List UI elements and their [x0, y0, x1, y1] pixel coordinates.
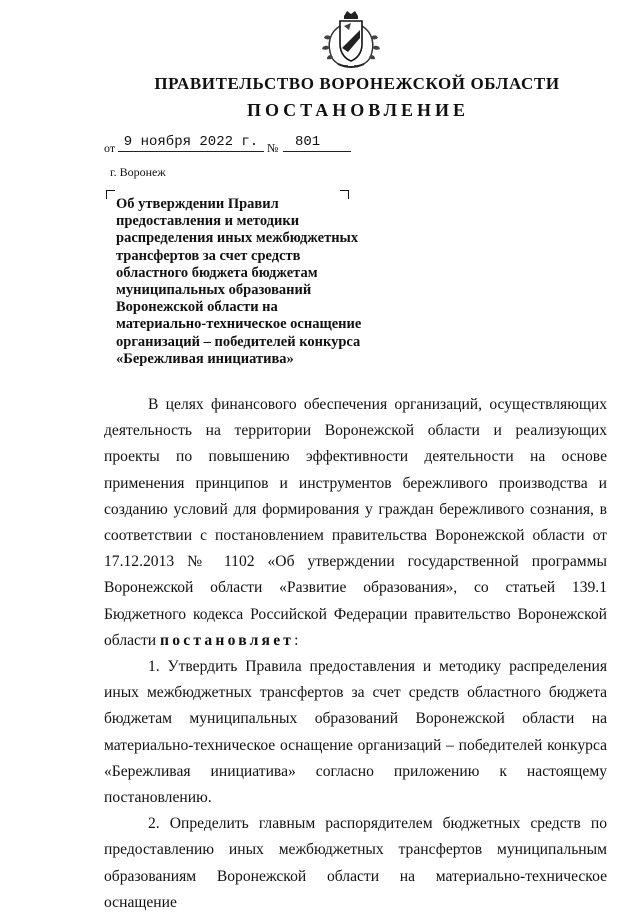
title-line: областного бюджета бюджетам [116, 264, 318, 281]
document-body [104, 392, 607, 916]
title-line: предоставления и методики [116, 213, 300, 230]
title-corner-mark-left [106, 190, 115, 199]
preamble-text: В целях финансового обеспечения организаций, осуществляющих деятельность на территории Воронежской области и реализующих проекты по повышению эффективности деятельности на основе применения принципов и инструментов бережливого производства и созданию условий для формирования у граждан бережливого сознания, в соответствии с постановлением правительства Воронежской области от 17.12.2013 № 1102 «Об утверждении государственной программы Воронежской области «Развитие образования», со статьей 139.1 Бюджетного кодекса Российской Федерации правительство Воронежской области [104, 396, 607, 649]
title-line: Воронежской области на [116, 299, 278, 316]
voronezh-coat-of-arms-icon [318, 8, 384, 70]
title-line: «Бережливая инициатива» [116, 350, 294, 367]
title-line: организаций – победителей конкурса [116, 333, 361, 350]
document-number: 801 [283, 134, 351, 152]
document-date: 9 ноября 2022 г. [118, 134, 264, 152]
city-name: г. Воронеж [110, 165, 166, 179]
preamble-paragraph [104, 392, 607, 654]
government-title: ПРАВИТЕЛЬСТВО ВОРОНЕЖСКОЙ ОБЛАСТИ [154, 74, 560, 93]
title-line: материально-техническое оснащение [116, 316, 362, 333]
number-label: № [267, 141, 279, 155]
clause-1-paragraph: 1. Утвердить Правила предоставления и методику распределения иных межбюджетных трансфертов за счет средств областного бюджета бюджетам муниципальных образований Воронежской области на материально-техническое оснащение организаций – победителей конкурса «Бережливая инициатива» согласно приложению к настоящему постановлению. [104, 658, 607, 807]
title-line: трансфертов за счет средств [116, 247, 301, 264]
clause-2-paragraph: 2. Определить главным распорядителем бюджетных средств по предоставлению иных межбюджетных трансфертов муниципальным образованиям Воронежской области на материально-техническое оснащение [104, 815, 607, 911]
title-line: Об утверждении Правил [116, 196, 279, 212]
title-line: муниципальных образований [116, 282, 312, 299]
resolves-word: постановляет [160, 631, 295, 649]
resolves-colon: : [294, 631, 299, 649]
date-label: от [104, 141, 116, 155]
title-line: распределения иных межбюджетных [116, 230, 359, 247]
document-type-heading: ПОСТАНОВЛЕНИЕ [246, 100, 470, 120]
document-subject-title [116, 196, 386, 368]
